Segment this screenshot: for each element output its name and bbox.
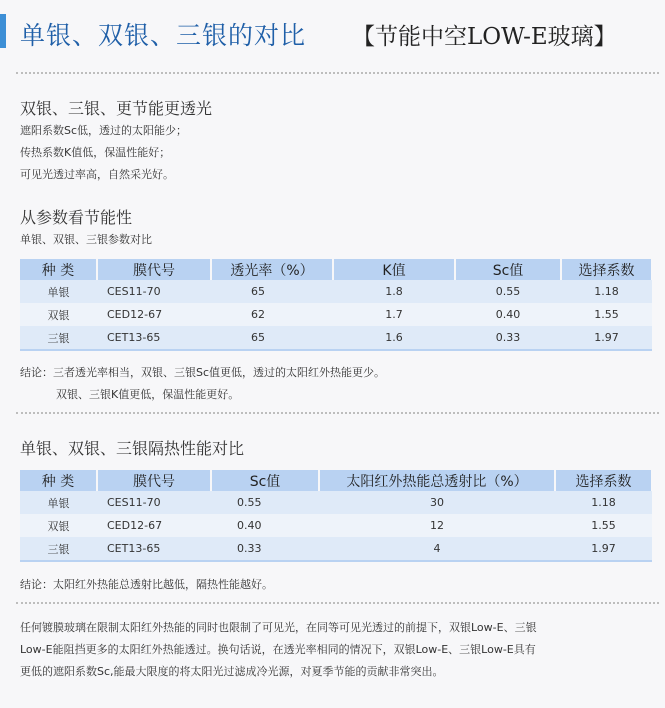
- table-header-cell: 种 类: [20, 259, 97, 280]
- table-cell: 0.40: [211, 514, 319, 537]
- table-header-row: [20, 470, 652, 491]
- summary-line: Low-E能阻挡更多的太阳红外热能透过。换句话说，在透光率相同的情况下，双银Low-E、三银Low-E具有: [20, 643, 536, 656]
- table-cell: 1.8: [333, 280, 455, 303]
- table-cell: 0.33: [211, 537, 319, 561]
- table-header-cell: 膜代号: [97, 259, 211, 280]
- table-header-cell: 膜代号: [97, 470, 211, 491]
- summary-line: 任何镀膜玻璃在限制太阳红外热能的同时也限制了可见光，在同等可见光透过的前提下，双银Low-E、三银: [20, 621, 537, 634]
- table-cell: 0.40: [455, 303, 561, 326]
- table-row: [20, 491, 652, 514]
- divider: [16, 602, 659, 604]
- table-cell: 4: [319, 537, 555, 561]
- table-cell: 1.97: [561, 326, 652, 350]
- table-cell: 1.55: [555, 514, 652, 537]
- table-cell: CED12-67: [97, 514, 211, 537]
- table-row: [20, 514, 652, 537]
- divider: [16, 72, 659, 74]
- table-cell: CED12-67: [97, 303, 211, 326]
- table-cell: 62: [211, 303, 333, 326]
- table-cell: CET13-65: [97, 326, 211, 350]
- table-cell: 0.55: [455, 280, 561, 303]
- table-cell: 30: [319, 491, 555, 514]
- table-cell: 1.18: [555, 491, 652, 514]
- section1-line: 传热系数K值低，保温性能好；: [20, 146, 171, 159]
- table-cell: 单银: [20, 491, 97, 514]
- table-cell: 12: [319, 514, 555, 537]
- table-cell: 1.18: [561, 280, 652, 303]
- table-header-cell: 种 类: [20, 470, 97, 491]
- title-accent-bar: [0, 14, 6, 48]
- section3-heading: 单银、双银、三银隔热性能对比: [20, 439, 245, 458]
- table-row: [20, 537, 652, 561]
- table-cell: CES11-70: [97, 491, 211, 514]
- summary-paragraph: [20, 617, 660, 683]
- table-header-cell: K值: [333, 259, 455, 280]
- section2-heading: 从参数看节能性: [20, 208, 133, 227]
- table-header-cell: 太阳红外热能总透射比（%）: [319, 470, 555, 491]
- table-row: [20, 326, 652, 350]
- divider: [16, 412, 659, 414]
- summary-line: 更低的遮阳系数Sc,能最大限度的将太阳光过滤成冷光源，对夏季节能的贡献非常突出。: [20, 665, 444, 678]
- section1-heading: 双银、三银、更节能更透光: [20, 99, 213, 118]
- table-cell: 双银: [20, 303, 97, 326]
- section1-line: 可见光透过率高，自然采光好。: [20, 168, 174, 181]
- table-cell: CES11-70: [97, 280, 211, 303]
- section3-conclusion: 结论：太阳红外热能总透射比越低，隔热性能越好。: [20, 578, 273, 591]
- table-cell: 单银: [20, 280, 97, 303]
- table-header-cell: Sc值: [211, 470, 319, 491]
- table-cell: 1.55: [561, 303, 652, 326]
- table-cell: 双银: [20, 514, 97, 537]
- section2-conclusion: 结论：三者透光率相当，双银、三银Sc值更低，透过的太阳红外热能更少。: [20, 366, 386, 379]
- section2-subheading: 单银、双银、三银参数对比: [20, 233, 152, 246]
- table-header-row: [20, 259, 652, 280]
- table-header-cell: 选择系数: [555, 470, 652, 491]
- sub-title: 【节能中空LOW-E玻璃】: [352, 24, 617, 50]
- table-row: [20, 280, 652, 303]
- table-cell: 三银: [20, 537, 97, 561]
- table-header-cell: 选择系数: [561, 259, 652, 280]
- table-cell: CET13-65: [97, 537, 211, 561]
- table-cell: 65: [211, 280, 333, 303]
- section1-line: 遮阳系数Sc低，透过的太阳能少；: [20, 124, 188, 137]
- insulation-table: [20, 470, 653, 562]
- main-title: 单银、双银、三银的对比: [20, 21, 307, 50]
- table-cell: 0.33: [455, 326, 561, 350]
- table-header-cell: 透光率（%）: [211, 259, 333, 280]
- params-table: [20, 259, 653, 351]
- table-cell: 1.7: [333, 303, 455, 326]
- table-cell: 0.55: [211, 491, 319, 514]
- section2-conclusion: 双银、三银K值更低，保温性能更好。: [56, 388, 240, 401]
- table-cell: 65: [211, 326, 333, 350]
- table-header-cell: Sc值: [455, 259, 561, 280]
- table-cell: 1.97: [555, 537, 652, 561]
- table-cell: 三银: [20, 326, 97, 350]
- table-cell: 1.6: [333, 326, 455, 350]
- table-row: [20, 303, 652, 326]
